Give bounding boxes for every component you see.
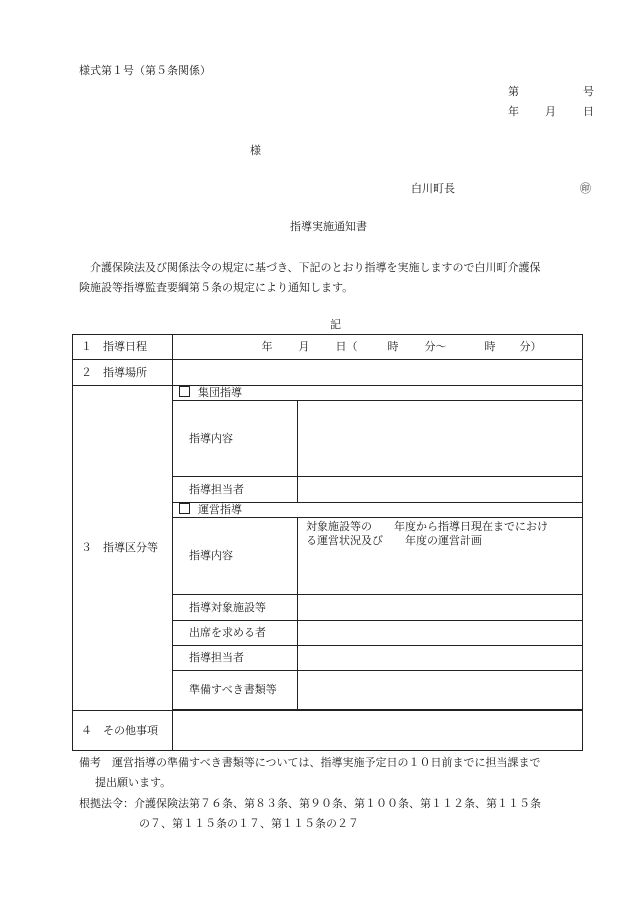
group-person-label: 指導担当者 — [173, 477, 298, 503]
schedule-row — [73, 335, 583, 360]
group-content-label: 指導内容 — [173, 401, 298, 477]
ops-content-value[interactable] — [298, 518, 583, 595]
instruction-form-table — [72, 334, 583, 751]
schedule-hour-end: 時 — [484, 340, 496, 353]
target-facility-label: 指導対象施設等 — [173, 595, 298, 621]
attendee-value[interactable] — [298, 621, 583, 646]
place-label: ２ 指導場所 — [73, 360, 173, 386]
issuer-name: 白川町長 — [411, 182, 455, 195]
legal-basis-line2: の７、第１１５条の１７、第１１５条の２７ — [139, 817, 359, 830]
remarks-line1: 備考 運営指導の準備すべき書類等については、指導実施予定日の１０日前までに担当課まで — [79, 756, 541, 769]
recipient-suffix: 様 — [250, 144, 261, 157]
group-instruction-option[interactable] — [173, 386, 583, 401]
form-number: 様式第１号（第５条関係） — [79, 64, 211, 77]
documents-value[interactable] — [298, 671, 583, 710]
other-label: ４ その他事項 — [73, 711, 173, 751]
seal-mark: ㊞ — [580, 182, 591, 195]
schedule-day: 日（ — [335, 340, 358, 353]
date-year: 年 — [508, 105, 519, 118]
ops-person-value[interactable] — [298, 646, 583, 671]
schedule-min-start: 分～ — [424, 340, 447, 353]
operations-instruction-label: 運営指導 — [198, 503, 242, 516]
date-month: 月 — [545, 105, 556, 118]
schedule-label: １ 指導日程 — [73, 335, 173, 360]
documents-label: 準備すべき書類等 — [173, 671, 298, 710]
attendee-label: 出席を求める者 — [173, 621, 298, 646]
ops-content-label: 指導内容 — [173, 518, 298, 595]
place-row — [73, 360, 583, 386]
group-person-value[interactable] — [298, 477, 583, 503]
ops-content-text2: る運営状況及び 年度の運営計画 — [306, 534, 482, 547]
doc-number-dai: 第 — [508, 85, 519, 98]
place-value[interactable] — [173, 360, 583, 386]
ops-content-text1: 対象施設等の 年度から指導日現在までにおけ — [306, 520, 548, 533]
body-text-line2: 険施設等指導監査要綱第５条の規定により通知します。 — [79, 281, 354, 294]
operations-instruction-checkbox[interactable] — [179, 503, 190, 514]
schedule-value — [173, 335, 583, 360]
category-label: ３ 指導区分等 — [73, 386, 173, 711]
group-instruction-label: 集団指導 — [198, 386, 242, 399]
other-row — [73, 711, 583, 751]
document-title: 指導実施通知書 — [290, 220, 367, 233]
target-facility-value[interactable] — [298, 595, 583, 621]
group-content-value[interactable] — [298, 401, 583, 477]
operations-instruction-option[interactable] — [173, 503, 583, 518]
group-instruction-checkbox[interactable] — [179, 386, 190, 397]
schedule-month: 月 — [298, 340, 310, 353]
schedule-hour-start: 時 — [387, 340, 399, 353]
ops-person-label: 指導担当者 — [173, 646, 298, 671]
date-day: 日 — [583, 105, 594, 118]
schedule-min-end: 分） — [519, 340, 542, 353]
ki-heading: 記 — [330, 318, 341, 331]
body-text-line1: 介護保険法及び関係法令の規定に基づき、下記のとおり指導を実施しますので白川町介護保 — [90, 261, 541, 274]
remarks-line2: 提出願います。 — [95, 776, 172, 789]
legal-basis-line1: 根拠法令：介護保険法第７６条、第８３条、第９０条、第１００条、第１１２条、第１１５条 — [79, 797, 541, 810]
doc-number-go: 号 — [583, 85, 594, 98]
other-value[interactable] — [173, 711, 583, 751]
schedule-year: 年 — [261, 340, 273, 353]
